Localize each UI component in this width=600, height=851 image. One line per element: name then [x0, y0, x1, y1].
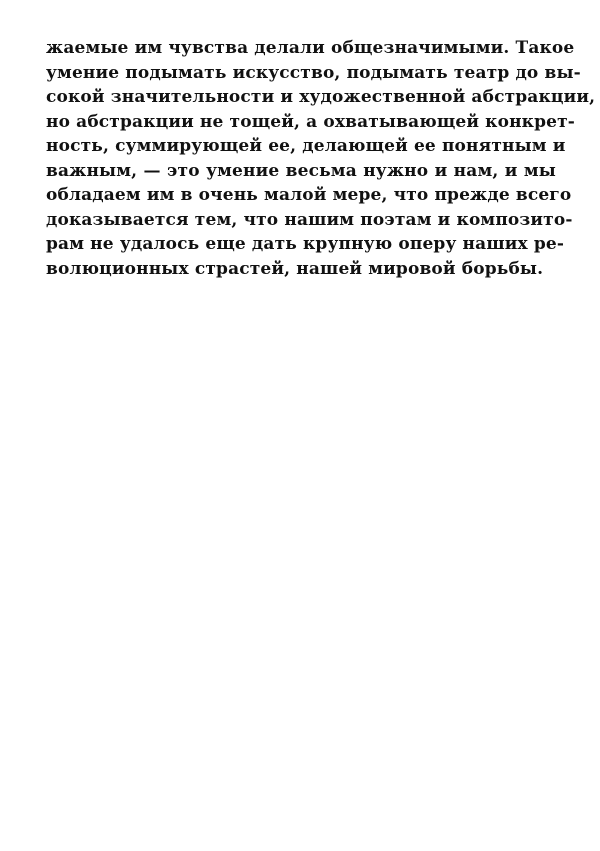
text-line: сокой значительности и художественной абстракции, [46, 87, 596, 107]
text-line: рам не удалось еще дать крупную оперу наших ре- [46, 234, 565, 254]
text-line: ность, суммирующей ее, делающей ее понятным и [46, 136, 566, 156]
body-paragraph [46, 36, 596, 281]
text-line: волюционных страстей, нашей мировой борьбы. [46, 258, 544, 279]
text-line: обладаем им в очень малой мере, что прежде всего [46, 185, 572, 205]
text-line: жаемые им чувства делали общезначимыми. Такое [46, 38, 575, 58]
text-line: умение подымать искусство, подымать театр до вы- [46, 62, 581, 83]
text-line: доказывается тем, что нашим поэтам и композито- [46, 209, 573, 230]
text-line: важным, — это умение весьма нужно и нам, и мы [46, 160, 556, 181]
text-line: но абстракции не тощей, а охватывающей конкрет- [46, 111, 576, 132]
